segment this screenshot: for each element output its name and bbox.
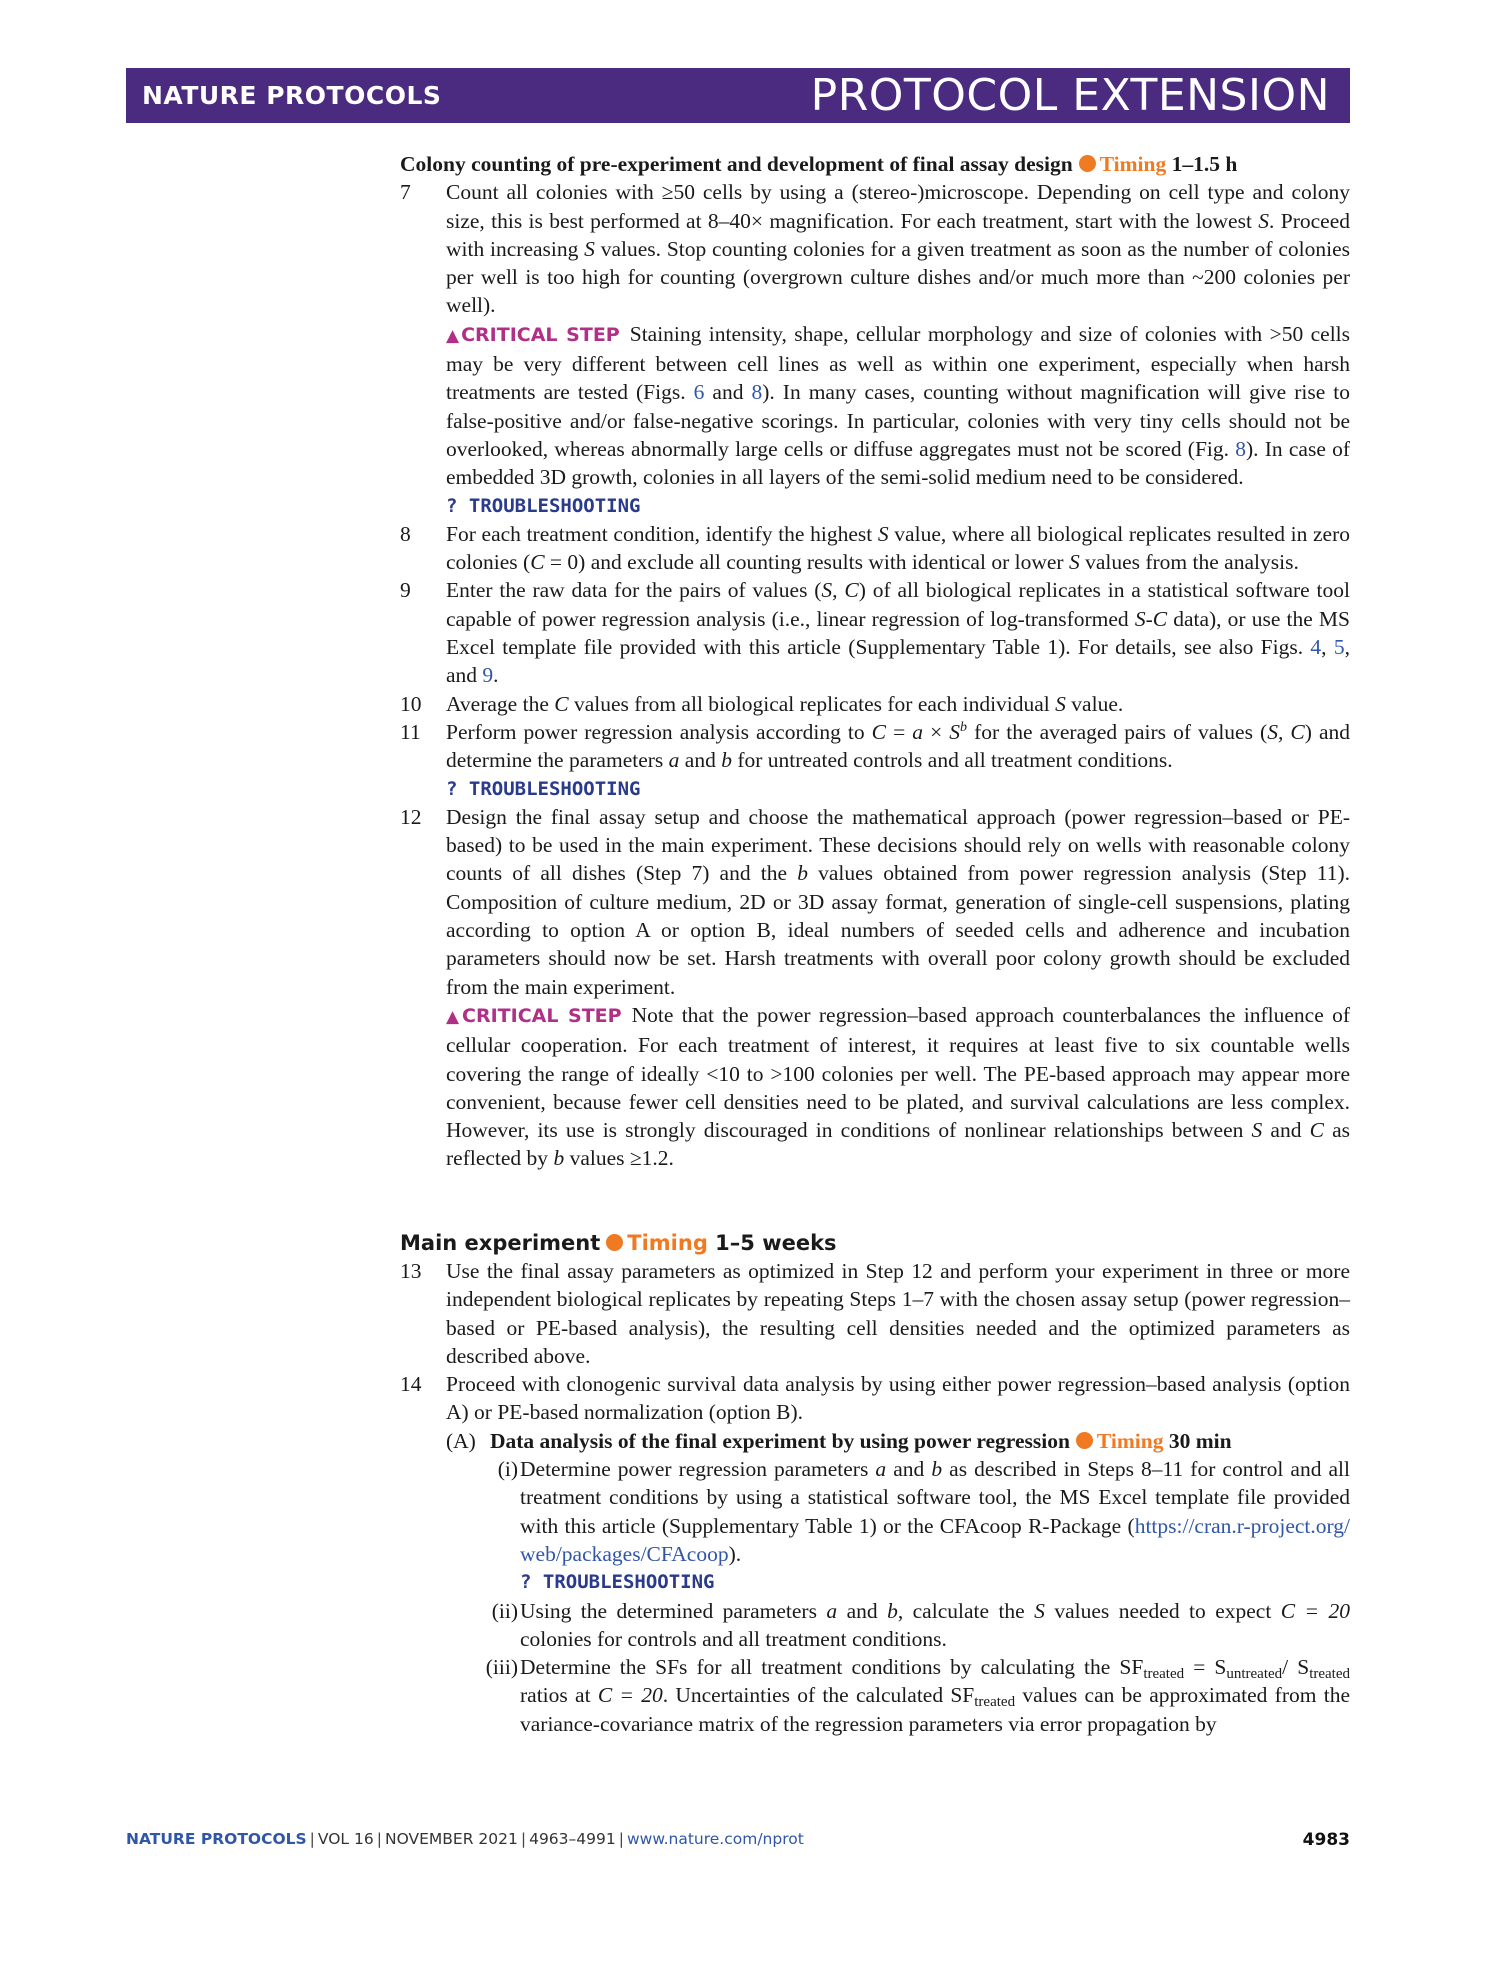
option-a-heading (400, 1427, 1350, 1455)
step-number: 8 (400, 521, 411, 546)
fig-9-link[interactable]: 9 (482, 663, 494, 688)
step-8 (400, 520, 1350, 577)
section-heading-main-experiment (400, 1229, 1350, 1257)
step-text: Count all colonies with ≥50 cells by using a (stereo-)microscope. Depending on cell type and colony size, this is best performed at 8–40× magnification. For each treatment, start with the lowest S. Proceed with increasing S values. Stop counting colonies for a given treatment as soon as the number of colonies per well is too high for counting (overgrown culture dishes and/or much more than ~200 colonies per well). (446, 180, 1350, 318)
step-10 (400, 690, 1350, 718)
step-text: Use the final assay parameters as optimized in Step 12 and perform your experiment in three or more independent biological replicates by repeating Steps 1–7 with the chosen assay setup (power regression–based or PE-based analysis), the resulting cell densities needed and the optimized parameters as described above. (446, 1258, 1350, 1368)
timing-icon (606, 1234, 623, 1251)
section-heading-colony-counting (400, 150, 1350, 178)
step-7 (400, 178, 1350, 520)
step-14 (400, 1370, 1350, 1427)
page-footer: NATURE PROTOCOLS | VOL 16 | NOVEMBER 2021 | 4963–4991 | www.nature.com/nprot 4983 (126, 1830, 1350, 1850)
substep-text: Determine the SFs for all treatment conditions by calculating the $SF_{treated} = S_{untreated}/$ $S_{treated}$ ratios at C = 20. Uncertainties of the calculated $SF_{treated}$ values can be approximated from the variance-covariance matrix of the regression parameters via error propagation by (520, 1655, 1350, 1736)
step-text: Perform power regression analysis according to $C = a \times S^b$ for the averaged pairs of values (S, C) and determine the parameters a and b for untreated controls and all treatment conditions. (446, 719, 1350, 773)
fig-4-link[interactable]: 4 (1310, 635, 1322, 660)
critical-step-note: ▲CRITICAL STEP Staining intensity, shape, cellular morphology and size of colonies with >50 cells may be very different between cell lines as well as within one experiment, especially when harsh treatments are tested (Figs. 6 and 8). In many cases, counting without magnification will give rise to false-positive and/or false-negative scorings. In particular, colonies with very tiny cells should not be overlooked, whereas abnormally large cells or diffuse aggregates must not be scored (Fig. 8). In case of embedded 3D growth, colonies in all layers of the semi-solid medium need to be considered. (446, 321, 1351, 490)
troubleshooting-link[interactable]: ? TROUBLESHOOTING (446, 494, 641, 517)
step-11 (400, 718, 1350, 803)
step-text: Average the C values from all biological replicates for each individual S value. (446, 691, 1124, 716)
fig-8-link[interactable]: 8 (1235, 436, 1246, 461)
warning-triangle-icon: ▲ (446, 325, 462, 346)
warning-triangle-icon: ▲ (446, 1006, 463, 1027)
substep-text: Determine power regression parameters a and b as described in Steps 8–11 for control and all treatment conditions by using a statistical software tool, the MS Excel template file provided with this article (Supplementary Table 1) or the CFAcoop R-Package (https://cran.r-project.org/web/packages/CFAcoop). (520, 1457, 1350, 1566)
section-title: Main experiment (400, 1230, 601, 1255)
critical-step-note: ▲CRITICAL STEP Note that the power regression–based approach counterbalances the influence of cellular cooperation. For each treatment of interest, it requires at least five to six countable wells covering the range of ideally <10 to >100 colonies per well. The PE-based approach may appear more convenient, because fewer cell densities need to be plated, and survival calculations are less complex. However, its use is strongly discouraged in conditions of nonlinear relationships between S and C as reflected by b values ≥1.2. (446, 1002, 1350, 1171)
step-text: For each treatment condition, identify the highest S value, where all biological replicates resulted in zero colonies (C = 0) and exclude all counting results with identical or lower S values from the analysis. (446, 521, 1350, 575)
timing-value: 30 min (1168, 1428, 1232, 1453)
substep-text: Using the determined parameters a and b, calculate the S values needed to expect C = 20 colonies for controls and all treatment conditions. (520, 1598, 1350, 1651)
section-label: PROTOCOL EXTENSION (810, 70, 1330, 121)
footer-pages: 4963–4991 (529, 1830, 616, 1848)
cfacoop-link[interactable]: https://cran.r-project.org/web/packages/CFAcoop (520, 1513, 1350, 1566)
section-title: Colony counting of pre-experiment and development of final assay design (400, 152, 1073, 176)
fig-6-link[interactable]: 6 (693, 380, 705, 405)
substep-label: (ii) (491, 1598, 518, 1623)
critical-step-label: ▲CRITICAL STEP (446, 323, 620, 346)
timing-label: Timing (1099, 152, 1167, 176)
step-9 (400, 576, 1350, 689)
page-number: 4983 (1302, 1830, 1350, 1850)
step-text: Design the final assay setup and choose the mathematical approach (power regression–based or PE-based) to be used in the main experiment. These decisions should rely on wells with reasonable colony counts of all dishes (Step 7) and the b values obtained from power regression analysis (Step 11). Composition of culture medium, 2D or 3D assay format, generation of single-cell suspensions, plating according to option A or option B, ideal numbers of seeded cells and adherence and incubation parameters should now be set. Harsh treatments with overall poor colony growth should be excluded from the main experiment. (446, 804, 1350, 999)
step-number: 9 (400, 578, 411, 603)
footer-journal: NATURE PROTOCOLS (126, 1830, 307, 1848)
timing-icon (1076, 1432, 1093, 1449)
option-label: (A) (446, 1428, 476, 1453)
header-banner (126, 68, 1350, 123)
timing-icon (1079, 155, 1096, 172)
substep-label: (i) (497, 1457, 518, 1482)
step-number: 11 (400, 719, 421, 744)
step-number: 13 (400, 1258, 422, 1283)
troubleshooting-link[interactable]: ? TROUBLESHOOTING (446, 777, 641, 800)
footer-date: NOVEMBER 2021 (384, 1830, 518, 1848)
footer-volume: VOL 16 (317, 1830, 374, 1848)
step-text: Enter the raw data for the pairs of values (S, C) of all biological replicates in a statistical software tool capable of power regression analysis (i.e., linear regression of log-transformed S-C data), or use the MS Excel template file provided with this article (Supplementary Table 1). For details, see also Figs. 4, 5, and 9. (446, 578, 1350, 688)
substep-iii (400, 1653, 1350, 1738)
step-number: 12 (400, 804, 422, 829)
step-number: 14 (400, 1372, 422, 1397)
timing-label: Timing (627, 1230, 708, 1255)
timing-label: Timing (1096, 1428, 1164, 1453)
step-text: Proceed with clonogenic survival data analysis by using either power regression–based analysis (option A) or PE-based normalization (option B). (446, 1372, 1350, 1425)
step-12 (400, 803, 1350, 1173)
substep-ii (400, 1597, 1350, 1654)
substep-i (400, 1455, 1350, 1596)
fig-8-link[interactable]: 8 (751, 380, 763, 405)
fig-5-link[interactable]: 5 (1333, 635, 1345, 660)
timing-value: 1–5 weeks (715, 1230, 837, 1255)
page-content (400, 150, 1350, 1738)
troubleshooting-link[interactable]: ? TROUBLESHOOTING (520, 1571, 715, 1594)
option-title: Data analysis of the final experiment by using power regression (490, 1428, 1070, 1453)
step-number: 10 (400, 691, 422, 716)
step-13 (400, 1257, 1350, 1370)
power-formula: $C = a \times S^b$ (871, 719, 968, 744)
journal-name: NATURE PROTOCOLS (142, 81, 442, 110)
critical-step-label: ▲CRITICAL STEP (446, 1004, 622, 1027)
step-number: 7 (400, 180, 411, 205)
timing-value: 1–1.5 h (1171, 152, 1238, 176)
substep-label: (iii) (485, 1655, 518, 1680)
footer-url-link[interactable]: www.nature.com/nprot (626, 1830, 804, 1848)
